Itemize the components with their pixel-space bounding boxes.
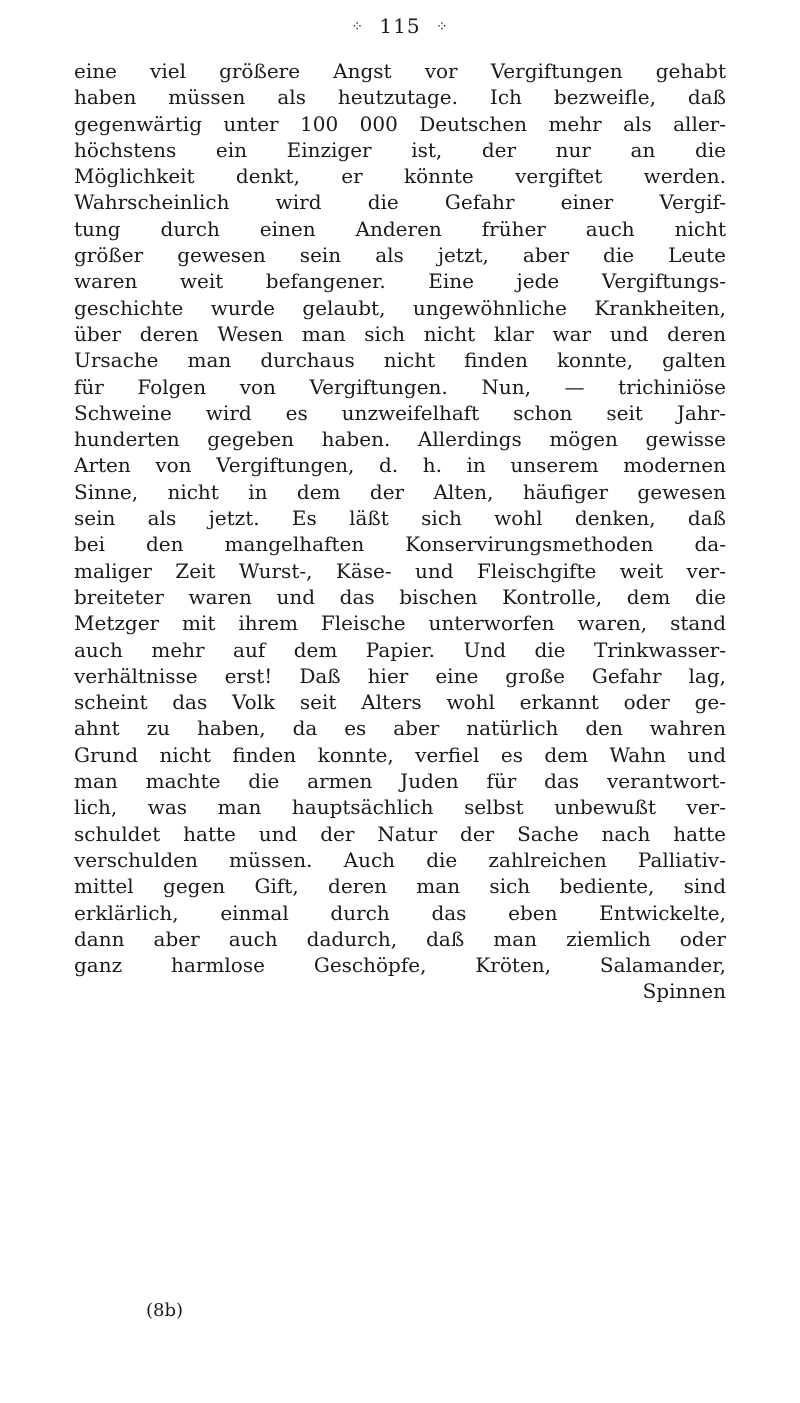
text-line: mittel gegen Gift, deren man sich bediente, sind (74, 874, 726, 899)
text-line: schuldet hatte und der Natur der Sache nach hatte (74, 821, 726, 846)
text-line: tung durch einen Anderen früher auch nicht (74, 216, 726, 241)
text-line: Grund nicht finden konnte, verfiel es dem Wahn und (74, 742, 726, 767)
text-line: lich, was man hauptsächlich selbst unbewußt ver- (74, 795, 726, 820)
text-line: größer gewesen sein als jetzt, aber die Leute (74, 243, 726, 268)
text-line: Sinne, nicht in dem der Alten, häufiger gewesen (74, 479, 726, 504)
catch-line: Spinnen (642, 979, 726, 1004)
text-line: maliger Zeit Wurst-, Käse- und Fleischgifte weit ver- (74, 558, 726, 583)
text-line: Wahrscheinlich wird die Gefahr einer Vergif- (74, 190, 726, 215)
page-number: 115 (379, 14, 421, 38)
signature-mark: (8b) (146, 1300, 184, 1321)
text-line: Möglichkeit denkt, er könnte vergiftet werden. (74, 164, 726, 189)
text-line: breiteter waren und das bischen Kontrolle, dem die (74, 584, 726, 609)
text-line: verschulden müssen. Auch die zahlreichen Palliativ- (74, 847, 726, 872)
text-line: geschichte wurde gelaubt, ungewöhnliche Krankheiten, (74, 295, 726, 320)
text-line: scheint das Volk seit Alters wohl erkannt oder ge- (74, 690, 726, 715)
text-line: man machte die armen Juden für das verantwort- (74, 769, 726, 794)
text-line: Arten von Vergiftungen, d. h. in unserem modernen (74, 453, 726, 478)
text-line: Ursache man durchaus nicht finden konnte, galten (74, 348, 726, 373)
text-line: gegenwärtig unter 100 000 Deutschen mehr als aller- (74, 111, 726, 136)
ornament-right: ⁘ (435, 19, 449, 35)
text-line: für Folgen von Vergiftungen. Nun, — trichiniöse (74, 374, 726, 399)
text-line: verhältnisse erst! Daß hier eine große Gefahr lag, (74, 663, 726, 688)
ornament-left: ⁘ (351, 19, 365, 35)
text-line: höchstens ein Einziger ist, der nur an die (74, 137, 726, 162)
text-line: bei den mangelhaften Konservirungsmethoden da- (74, 532, 726, 557)
text-line: sein als jetzt. Es läßt sich wohl denken, daß (74, 506, 726, 531)
text-line: ganz harmlose Geschöpfe, Kröten, Salamander, (74, 953, 726, 978)
text-line: erklärlich, einmal durch das eben Entwickelte, (74, 900, 726, 925)
text-line: Metzger mit ihrem Fleische unterworfen waren, stand (74, 611, 726, 636)
text-line: eine viel größere Angst vor Vergiftungen gehabt (74, 59, 726, 83)
text-line: haben müssen als heutzutage. Ich bezweifle, daß (74, 85, 726, 110)
text-line: über deren Wesen man sich nicht klar war und deren (74, 321, 726, 346)
text-line: dann aber auch dadurch, daß man ziemlich oder (74, 926, 726, 951)
text-line: auch mehr auf dem Papier. Und die Trinkwasser- (74, 637, 726, 662)
text-line: ahnt zu haben, da es aber natürlich den wahren (74, 716, 726, 741)
page-header (0, 14, 800, 38)
text-line: hunderten gegeben haben. Allerdings mögen gewisse (74, 427, 726, 452)
text-line: Schweine wird es unzweifelhaft schon seit Jahr- (74, 400, 726, 425)
body-text (74, 58, 726, 1005)
text-line: waren weit befangener. Eine jede Vergiftungs- (74, 269, 726, 294)
